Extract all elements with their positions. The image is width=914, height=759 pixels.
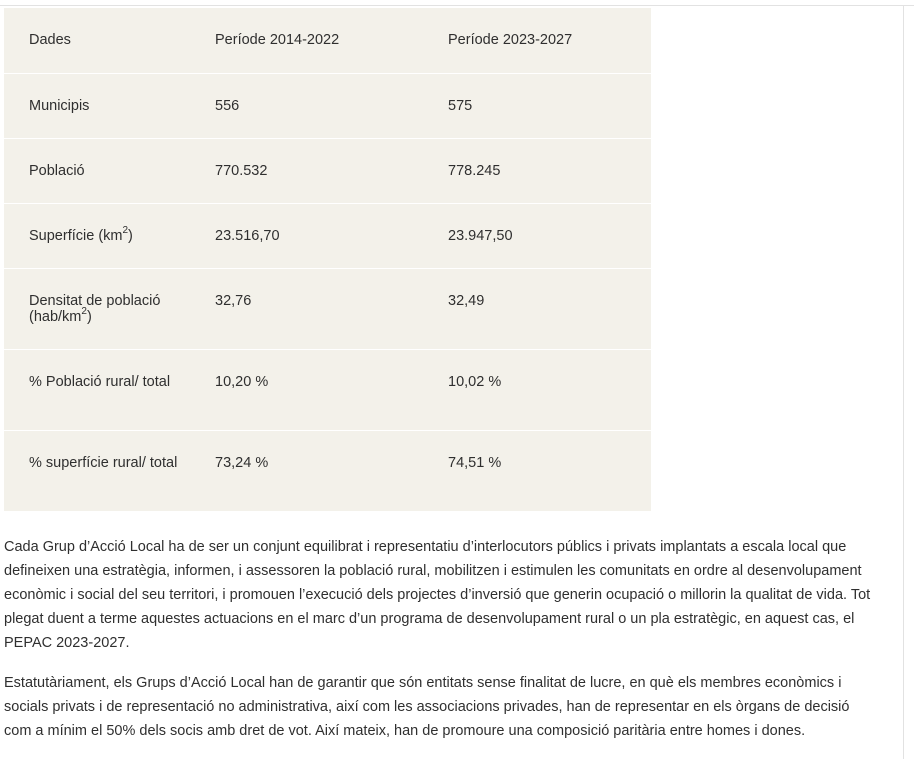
header-cell-dades: Dades <box>4 8 191 73</box>
row-label <box>4 349 191 430</box>
right-divider <box>903 5 904 759</box>
row-label-text: Densitat de població (hab/km <box>29 292 161 325</box>
row-value-period-1: 10,20 % <box>191 349 424 430</box>
row-value-period-2: 10,02 % <box>424 349 651 430</box>
row-label-suffix: ) <box>128 227 133 244</box>
table-row <box>4 349 651 430</box>
table-row <box>4 430 651 511</box>
table-row <box>4 203 651 268</box>
table-row <box>4 138 651 203</box>
row-label <box>4 203 191 268</box>
row-value-period-2: 23.947,50 <box>424 203 651 268</box>
row-label-text: % superfície rural/ total <box>29 454 178 471</box>
row-label-text: Població <box>29 162 85 179</box>
row-value-period-2: 575 <box>424 73 651 138</box>
row-label-sup: 2 <box>122 224 129 236</box>
row-value-period-2: 778.245 <box>424 138 651 203</box>
row-label-text: Superfície (km <box>29 227 123 244</box>
row-label-suffix: ) <box>86 308 92 325</box>
row-value-period-2: 32,49 <box>424 268 651 349</box>
row-label <box>4 430 191 511</box>
top-divider <box>0 5 914 6</box>
row-label-text: Municipis <box>29 97 90 114</box>
row-value-period-1: 556 <box>191 73 424 138</box>
row-value-period-1: 770.532 <box>191 138 424 203</box>
table-row <box>4 268 651 349</box>
table-row <box>4 73 651 138</box>
body-paragraph: Estatutàriament, els Grups d’Acció Local han de garantir que són entitats sense finalitat de lucre, en què els membres econòmics i socials privats i de representació no administrativa, així com les associacions privades, han de representar en els òrgans de decisió com a mínim el 50% dels socis amb dret de vot. Així mateix, han de promoure una composició paritària entre homes i dones. <box>4 675 850 739</box>
row-label <box>4 138 191 203</box>
data-table <box>4 8 651 511</box>
table-header-row <box>4 8 651 73</box>
row-label-text: % Població rural/ total <box>29 373 171 390</box>
row-value-period-1: 73,24 % <box>215 454 269 471</box>
row-value-period-1: 23.516,70 <box>191 203 424 268</box>
row-label <box>4 268 191 349</box>
row-label-sup: 2 <box>81 305 87 317</box>
header-cell-period-1: Període 2014-2022 <box>191 8 424 73</box>
row-label <box>4 73 191 138</box>
body-paragraph: Cada Grup d’Acció Local ha de ser un conjunt equilibrat i representatiu d’interlocutors públics i privats implantats a escala local que defineixen una estratègia, informen, i assessoren la població rural, mobilitzen i estimulen les comunitats en ordre al desenvolupament econòmic i social del seu territori, i promouen l’execució dels projectes d’inversió que generin ocupació o millorin la qualitat de vida. Tot plegat duent a terme aquestes actuacions en el marc d’un programa de desenvolupament rural o un pla estratègic, en aquest cas, el PEPAC 2023-2027. <box>4 539 871 651</box>
row-value-period-2: 74,51 % <box>448 454 502 471</box>
header-cell-period-2: Període 2023-2027 <box>424 8 651 73</box>
row-value-period-1: 32,76 <box>191 268 424 349</box>
